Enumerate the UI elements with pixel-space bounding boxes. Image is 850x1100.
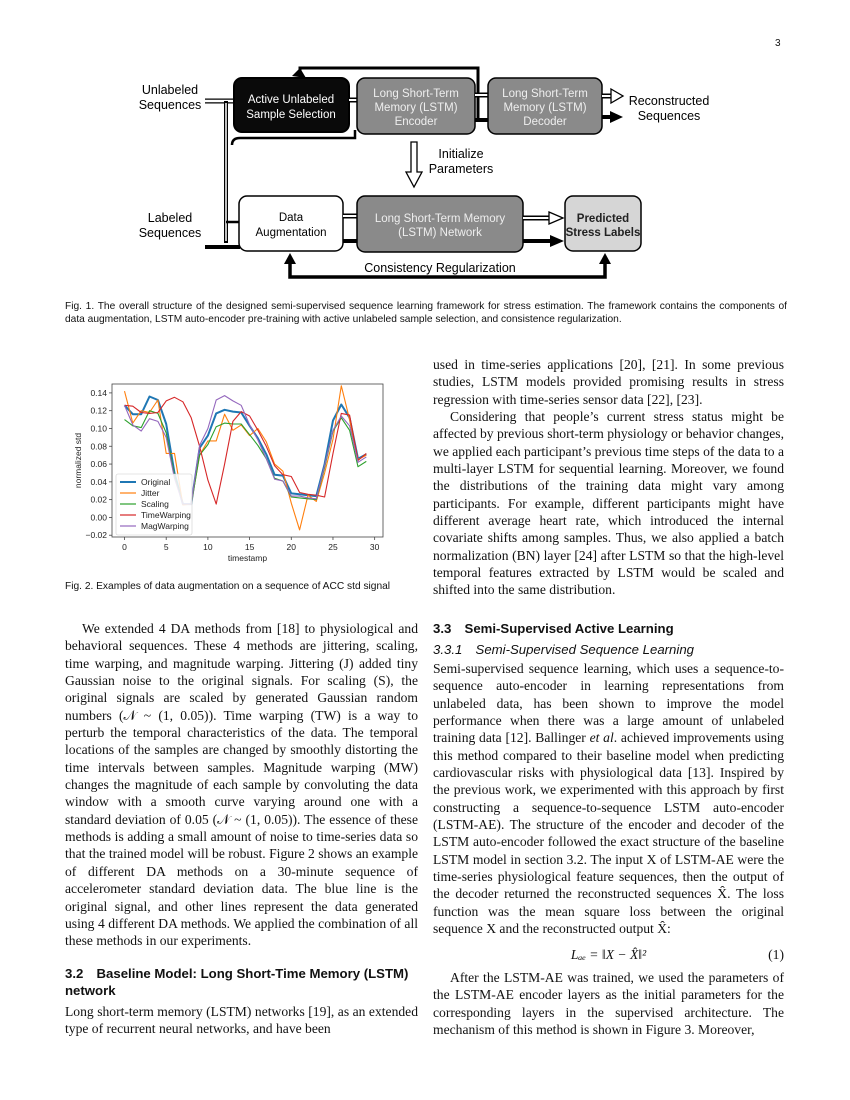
label-labeled-sequences-2: Sequences: [138, 226, 202, 240]
y-tick-label: 0.02: [90, 494, 107, 505]
label-labeled-sequences: Labeled: [147, 211, 193, 225]
label-unlabeled-sequences: Unlabeled: [141, 83, 199, 97]
label-initialize: Initialize: [438, 147, 484, 161]
equation-1: [433, 946, 784, 963]
x-tick-label: 25: [328, 542, 338, 552]
y-axis-label: normalized std: [73, 432, 83, 489]
encoder-label-1: Long Short-Term: [373, 88, 459, 100]
left-column-section-3-2: [65, 965, 418, 1038]
active-selection-label-2: Sample Selection: [246, 109, 336, 121]
left-column-body: [65, 620, 418, 950]
label-consistency-regularization: Consistency Regularization: [364, 261, 516, 275]
x-tick-label: 0: [122, 542, 127, 552]
data-augmentation-label: Data: [278, 212, 304, 224]
decoder-label-2: Memory (LSTM): [503, 102, 587, 114]
section-3-2-heading: 3.2 Baseline Model: Long Short-Time Memory (LSTM) network: [65, 966, 409, 998]
x-axis-label: timestamp: [227, 553, 268, 563]
decoder-label-1: Long Short-Term: [502, 88, 588, 100]
y-tick-label: 0.00: [90, 512, 107, 523]
y-tick-label: 0.10: [90, 423, 107, 434]
legend-label: Original: [141, 477, 171, 487]
paragraph-lstm: Long short-term memory (LSTM) networks [19], as an extended type of recurrent neural networks, and have been: [65, 1004, 418, 1037]
figure-1-diagram: [120, 60, 740, 290]
figure-1-caption: Fig. 1. The overall structure of the designed semi-supervised sequence learning framework for stress estimation. The framework contains the components of data augmentation, LSTM auto-encoder pre-training with active unlabeled sample selection, and consistence regularization.: [65, 301, 787, 325]
y-tick-label: 0.04: [90, 476, 107, 487]
et-al: et al: [589, 730, 614, 746]
section-3-3-1-heading: 3.3.1 Semi-Supervised Sequence Learning: [433, 642, 694, 657]
label-reconstructed: Reconstructed: [628, 94, 710, 108]
x-tick-label: 30: [369, 542, 380, 552]
legend-label: TimeWarping: [141, 510, 191, 520]
legend-label: Scaling: [141, 499, 169, 509]
x-tick-label: 5: [163, 542, 169, 552]
decoder-label-3: Decoder: [523, 116, 567, 128]
x-tick-label: 20: [286, 542, 297, 552]
y-tick-label: 0.06: [90, 459, 107, 470]
label-unlabeled-sequences-2: Sequences: [138, 98, 202, 112]
y-tick-label: 0.08: [90, 441, 107, 452]
paragraph-semi-supervised: [433, 660, 784, 938]
initialize-arrow: [406, 142, 422, 187]
x-tick-label: 15: [244, 542, 255, 552]
paragraph-semi-b: . achieved improvements using this method compared to their baseline model when predicting cardiovascular risks with physiological data [13]. Inspired by the previous work, we experimented with this approach by first constructing a sequence-to-sequence LSTM auto-encoder (LSTM-AE). The structure of the encoder and decoder of the LSTM auto-encoder followed the exact structure of the baseline LSTM model in section 3.2. The input X of LSTM-AE were the time-series physiological feature sequences, then the output of the decoder returned the reconstructed sequences X̂. The loss function was the mean square loss between the original sequence X and the reconstructed output X̂:: [433, 730, 784, 937]
legend-label: MagWarping: [141, 521, 189, 531]
legend-label: Jitter: [141, 488, 160, 498]
figure-2-chart: [70, 378, 390, 568]
paragraph-considering: Considering that people’s current stress status might be affected by previous short-term physiology or behavior changes, we applied each participant’s previous time steps of the data to a multi-layer LSTM for sequential learning. Moreover, we found the distributions of the training data might vary among participants. For example, different participants might have different average heart rate, which introduced the internal covariate shifts among samples. Thus, we also applied a batch normalization (BN) layer [24] after LSTM so that the high-level temporal features extracted by LSTM would be scaled and shifted into the same distribution.: [433, 409, 784, 598]
predicted-label: Predicted: [576, 213, 630, 225]
x-tick-label: 10: [203, 542, 213, 552]
encoder-label-2: Memory (LSTM): [374, 102, 458, 114]
paragraph-semi-a: Semi-supervised sequence learning, which uses a sequence-to-sequence auto-encoder in learning representations from unlabeled data, has been shown to improve the model performance when there was a large amount of unlabeled training data [12]. Ballinger: [433, 661, 784, 746]
encoder-label-3: Encoder: [394, 116, 438, 128]
figure-2-caption: Fig. 2. Examples of data augmentation on a sequence of ACC std signal: [65, 581, 391, 592]
y-tick-label: 0.12: [90, 405, 107, 416]
right-column-top: [433, 356, 784, 599]
right-column-section-3-3: [433, 620, 784, 1038]
y-tick-label: 0.14: [90, 387, 107, 398]
y-tick-label: −0.02: [85, 530, 107, 541]
page-number: 3: [775, 38, 781, 49]
active-selection-label: Active Unlabeled: [247, 94, 335, 106]
data-augmentation-label-2: Augmentation: [255, 227, 327, 239]
equation-number: (1): [768, 946, 784, 962]
paragraph-data-augmentation: We extended 4 DA methods from [18] to physiological and behavioral sequences. These 4 methods are jittering, scaling, time warping, and magnitude warping. Jittering (J) added tiny Gaussian noise to the original signals. For scaling (S), the original signals are scaled by generated Gaussian random numbers (𝒩 ~ (1, 0.05)). Time warping (TW) is a way to perturb the temporal characteristics of the data. The temporal locations of the samples are changed by smoothly distorting the time intervals between samples. Magnitude warping (MW) changes the magnitude of each sample by convoluting the data window with a smooth curve varying around one with a standard deviation of 0.05 (𝒩 ~ (1, 0.05)). The essence of these methods is adding a small amount of noise to time-series data so that the trained model will be robust. Figure 2 shows an example of different DA methods on a 30-minute sequence of accelerometer standard deviation data. The blue line is the original signal, and other lines represent the data generated using 4 different DA methods. We applied the combination of all these methods in our experiments.: [65, 621, 418, 949]
lstm-network-label-2: (LSTM) Network: [398, 227, 482, 239]
label-reconstructed-2: Sequences: [637, 109, 701, 123]
label-initialize-2: Parameters: [428, 162, 494, 176]
section-3-3-heading: 3.3 Semi-Supervised Active Learning: [433, 621, 674, 636]
equation-body: Lₐₑ = ‖X − X̂‖²: [570, 946, 647, 962]
paragraph-after-training: After the LSTM-AE was trained, we used the parameters of the LSTM-AE encoder layers as the initial parameters for the corresponding layers in the supervised architecture. The mechanism of this method is shown in Figure 3. Moreover,: [433, 969, 784, 1037]
lstm-network-label: Long Short-Term Memory: [374, 213, 506, 225]
paragraph-continuation: used in time-series applications [20], [21]. In some previous studies, LSTM models provided promising results in stress regression with time-series sensor data [22], [23].: [433, 357, 784, 407]
predicted-label-2: Stress Labels: [565, 227, 641, 239]
